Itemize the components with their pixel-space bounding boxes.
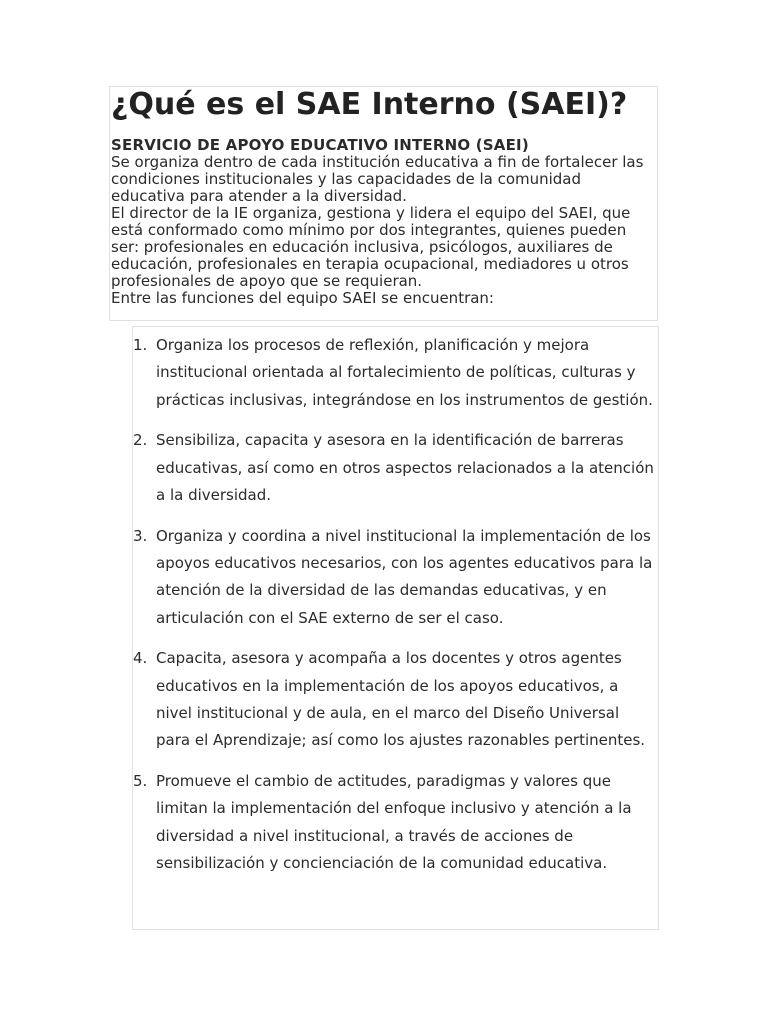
function-item	[133, 332, 658, 414]
function-item	[133, 768, 658, 877]
functions-list	[133, 332, 658, 891]
function-item	[133, 645, 658, 754]
director-paragraph: El director de la IE organiza, gestiona y lidera el equipo del SAEI, que está conformado como mínimo por dos integrantes, quienes pueden ser: profesionales en educación inclusiva, psicólogos, auxiliares de educación, profesionales en terapia ocupacional, mediadores u otros profesionales de apoyo que se requieran.	[111, 204, 631, 290]
function-text: Organiza y coordina a nivel institucional la implementación de los apoyos educativos necesarios, con los agentes educativos para la atención de la diversidad de las demandas educativas, y en articulación con el SAE externo de ser el caso.	[156, 526, 653, 627]
functions-lead-in: Entre las funciones del equipo SAEI se encuentran:	[111, 289, 494, 307]
function-text: Promueve el cambio de actitudes, paradigmas y valores que limitan la implementación del enfoque inclusivo y atención a la diversidad a nivel institucional, a través de acciones de sensibilización y concienciación de la comunidad educativa.	[156, 772, 632, 873]
function-number: 2.	[133, 431, 148, 450]
function-number: 4.	[133, 649, 148, 668]
function-text: Organiza los procesos de reflexión, planificación y mejora institucional orientada al fortalecimiento de políticas, culturas y prácticas inclusivas, integrándose en los instrumentos de gestión.	[156, 336, 653, 409]
intro-paragraph: Se organiza dentro de cada institución educativa a fin de fortalecer las condiciones institucionales y las capacidades de la comunidad educativa para atender a la diversidad.	[111, 153, 644, 205]
function-number: 3.	[133, 526, 148, 545]
page-title: ¿Qué es el SAE Interno (SAEI)?	[111, 87, 628, 122]
functions-section	[132, 326, 659, 930]
function-item	[133, 427, 658, 509]
function-text: Sensibiliza, capacita y asesora en la identificación de barreras educativas, así como en otros aspectos relacionados a la atención a la diversidad.	[156, 431, 654, 504]
function-text: Capacita, asesora y acompaña a los docentes y otros agentes educativos en la implementación de los apoyos educativos, a nivel institucional y de aula, en el marco del Diseño Universal para el Aprendizaje; así como los ajustes razonables pertinentes.	[156, 649, 646, 750]
intro-section	[109, 86, 658, 321]
function-item	[133, 523, 658, 632]
intro-text	[111, 137, 657, 307]
function-number: 1.	[133, 336, 148, 354]
function-number: 5.	[133, 772, 148, 791]
section-subheading: SERVICIO DE APOYO EDUCATIVO INTERNO (SAEI)	[111, 136, 529, 154]
